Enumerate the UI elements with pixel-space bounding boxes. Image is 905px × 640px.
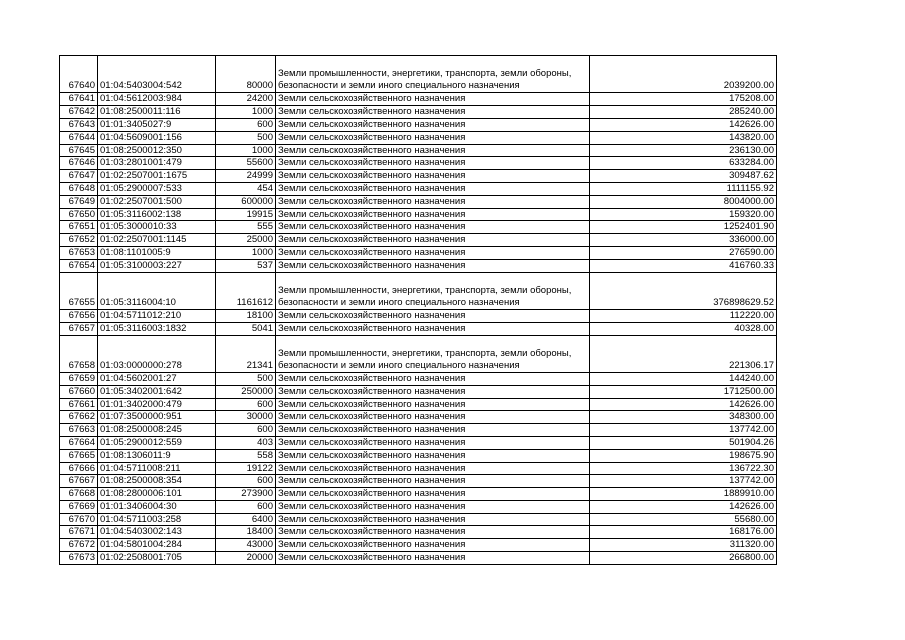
cell-area: 30000 bbox=[216, 411, 276, 424]
cell-area: 24200 bbox=[216, 93, 276, 106]
cell-cadastral-number: 01:04:5711003:258 bbox=[98, 513, 216, 526]
cell-cadastral-number: 01:05:2900012:559 bbox=[98, 436, 216, 449]
cell-area: 600000 bbox=[216, 195, 276, 208]
cell-row-number: 67663 bbox=[60, 424, 98, 437]
cell-row-number: 67667 bbox=[60, 475, 98, 488]
cell-cadastral-value: 236130.00 bbox=[590, 144, 777, 157]
cell-cadastral-value: 276590.00 bbox=[590, 246, 777, 259]
cell-land-category: Земли сельскохозяйственного назначения bbox=[276, 385, 590, 398]
cell-land-category: Земли промышленности, энергетики, транспорта, земли обороны, безопасности и земли иного специального назначения bbox=[276, 56, 590, 93]
cell-cadastral-number: 01:04:5711008:211 bbox=[98, 462, 216, 475]
cell-row-number: 67669 bbox=[60, 500, 98, 513]
cell-land-category: Земли сельскохозяйственного назначения bbox=[276, 322, 590, 335]
cell-cadastral-value: 143820.00 bbox=[590, 131, 777, 144]
cell-land-category: Земли сельскохозяйственного назначения bbox=[276, 411, 590, 424]
cell-land-category: Земли сельскохозяйственного назначения bbox=[276, 106, 590, 119]
cell-cadastral-value: 416760.33 bbox=[590, 259, 777, 272]
table-row bbox=[60, 526, 777, 539]
cell-cadastral-value: 376898629.52 bbox=[590, 272, 777, 309]
cell-cadastral-value: 1712500.00 bbox=[590, 385, 777, 398]
cell-cadastral-number: 01:08:1101005:9 bbox=[98, 246, 216, 259]
table-row bbox=[60, 56, 777, 93]
cell-land-category: Земли сельскохозяйственного назначения bbox=[276, 93, 590, 106]
cell-cadastral-number: 01:05:2900007:533 bbox=[98, 182, 216, 195]
cell-cadastral-value: 348300.00 bbox=[590, 411, 777, 424]
cell-row-number: 67671 bbox=[60, 526, 98, 539]
cell-cadastral-value: 112220.00 bbox=[590, 309, 777, 322]
cell-row-number: 67660 bbox=[60, 385, 98, 398]
cell-area: 600 bbox=[216, 475, 276, 488]
cell-row-number: 67649 bbox=[60, 195, 98, 208]
cell-cadastral-number: 01:02:2507001:500 bbox=[98, 195, 216, 208]
cell-cadastral-value: 311320.00 bbox=[590, 539, 777, 552]
cell-cadastral-number: 01:01:3405027:9 bbox=[98, 118, 216, 131]
cell-cadastral-value: 142626.00 bbox=[590, 118, 777, 131]
cell-cadastral-value: 336000.00 bbox=[590, 234, 777, 247]
cell-land-category: Земли сельскохозяйственного назначения bbox=[276, 552, 590, 565]
cell-area: 1161612 bbox=[216, 272, 276, 309]
cell-row-number: 67650 bbox=[60, 208, 98, 221]
table-row bbox=[60, 131, 777, 144]
cell-row-number: 67662 bbox=[60, 411, 98, 424]
cell-area: 43000 bbox=[216, 539, 276, 552]
cell-land-category: Земли сельскохозяйственного назначения bbox=[276, 424, 590, 437]
cell-row-number: 67670 bbox=[60, 513, 98, 526]
cell-cadastral-number: 01:05:3000010:33 bbox=[98, 221, 216, 234]
cell-cadastral-value: 501904.26 bbox=[590, 436, 777, 449]
cell-area: 1000 bbox=[216, 144, 276, 157]
cell-row-number: 67656 bbox=[60, 309, 98, 322]
cell-land-category: Земли сельскохозяйственного назначения bbox=[276, 488, 590, 501]
cell-cadastral-number: 01:01:3406004:30 bbox=[98, 500, 216, 513]
cell-cadastral-number: 01:05:3402001:642 bbox=[98, 385, 216, 398]
cell-area: 19122 bbox=[216, 462, 276, 475]
cell-cadastral-number: 01:02:2507001:1145 bbox=[98, 234, 216, 247]
cell-cadastral-value: 175208.00 bbox=[590, 93, 777, 106]
cell-area: 21341 bbox=[216, 335, 276, 372]
cell-land-category: Земли сельскохозяйственного назначения bbox=[276, 309, 590, 322]
cell-row-number: 67657 bbox=[60, 322, 98, 335]
cell-row-number: 67644 bbox=[60, 131, 98, 144]
table-row bbox=[60, 170, 777, 183]
cell-cadastral-number: 01:05:3100003:227 bbox=[98, 259, 216, 272]
land-parcel-table bbox=[59, 55, 777, 565]
cell-row-number: 67641 bbox=[60, 93, 98, 106]
cell-cadastral-value: 633284.00 bbox=[590, 157, 777, 170]
cell-row-number: 67658 bbox=[60, 335, 98, 372]
cell-land-category: Земли сельскохозяйственного назначения bbox=[276, 234, 590, 247]
table-row bbox=[60, 552, 777, 565]
cell-area: 500 bbox=[216, 372, 276, 385]
cell-land-category: Земли сельскохозяйственного назначения bbox=[276, 118, 590, 131]
cell-row-number: 67654 bbox=[60, 259, 98, 272]
cell-area: 600 bbox=[216, 118, 276, 131]
cell-land-category: Земли сельскохозяйственного назначения bbox=[276, 436, 590, 449]
cell-cadastral-number: 01:08:2500011:116 bbox=[98, 106, 216, 119]
cell-cadastral-value: 168176.00 bbox=[590, 526, 777, 539]
table-row bbox=[60, 488, 777, 501]
cell-cadastral-number: 01:08:2500008:354 bbox=[98, 475, 216, 488]
cell-area: 558 bbox=[216, 449, 276, 462]
table-row bbox=[60, 500, 777, 513]
table-row bbox=[60, 513, 777, 526]
cell-row-number: 67642 bbox=[60, 106, 98, 119]
cell-area: 600 bbox=[216, 424, 276, 437]
table-row bbox=[60, 462, 777, 475]
cell-area: 19915 bbox=[216, 208, 276, 221]
cell-land-category: Земли сельскохозяйственного назначения bbox=[276, 259, 590, 272]
table-row bbox=[60, 195, 777, 208]
cell-area: 273900 bbox=[216, 488, 276, 501]
table-row bbox=[60, 106, 777, 119]
cell-cadastral-value: 144240.00 bbox=[590, 372, 777, 385]
cell-land-category: Земли сельскохозяйственного назначения bbox=[276, 398, 590, 411]
cell-cadastral-number: 01:08:2500008:245 bbox=[98, 424, 216, 437]
cell-cadastral-value: 285240.00 bbox=[590, 106, 777, 119]
cell-row-number: 67673 bbox=[60, 552, 98, 565]
cell-area: 25000 bbox=[216, 234, 276, 247]
cell-row-number: 67659 bbox=[60, 372, 98, 385]
cell-cadastral-number: 01:05:3116004:10 bbox=[98, 272, 216, 309]
table-row bbox=[60, 398, 777, 411]
cell-cadastral-value: 55680.00 bbox=[590, 513, 777, 526]
cell-land-category: Земли сельскохозяйственного назначения bbox=[276, 221, 590, 234]
cell-row-number: 67666 bbox=[60, 462, 98, 475]
table-row bbox=[60, 424, 777, 437]
cell-cadastral-number: 01:04:5612003:984 bbox=[98, 93, 216, 106]
cell-land-category: Земли сельскохозяйственного назначения bbox=[276, 500, 590, 513]
cell-cadastral-value: 137742.00 bbox=[590, 424, 777, 437]
cell-cadastral-number: 01:04:5602001:27 bbox=[98, 372, 216, 385]
cell-row-number: 67664 bbox=[60, 436, 98, 449]
cell-row-number: 67651 bbox=[60, 221, 98, 234]
cell-cadastral-number: 01:08:2800006:101 bbox=[98, 488, 216, 501]
cell-area: 500 bbox=[216, 131, 276, 144]
cell-cadastral-number: 01:01:3402000:479 bbox=[98, 398, 216, 411]
table-row bbox=[60, 246, 777, 259]
table-row bbox=[60, 118, 777, 131]
table-row bbox=[60, 449, 777, 462]
table-row bbox=[60, 182, 777, 195]
cell-cadastral-value: 40328.00 bbox=[590, 322, 777, 335]
cell-cadastral-number: 01:05:3116003:1832 bbox=[98, 322, 216, 335]
cell-land-category: Земли сельскохозяйственного назначения bbox=[276, 195, 590, 208]
cell-row-number: 67653 bbox=[60, 246, 98, 259]
table-row bbox=[60, 385, 777, 398]
cell-row-number: 67646 bbox=[60, 157, 98, 170]
cell-cadastral-number: 01:07:3500000:951 bbox=[98, 411, 216, 424]
cell-area: 600 bbox=[216, 500, 276, 513]
cell-area: 18100 bbox=[216, 309, 276, 322]
cell-cadastral-number: 01:08:2500012:350 bbox=[98, 144, 216, 157]
cell-cadastral-value: 266800.00 bbox=[590, 552, 777, 565]
table-row bbox=[60, 372, 777, 385]
cell-area: 555 bbox=[216, 221, 276, 234]
cell-cadastral-value: 142626.00 bbox=[590, 500, 777, 513]
cell-land-category: Земли промышленности, энергетики, транспорта, земли обороны, безопасности и земли иного специального назначения bbox=[276, 335, 590, 372]
cell-row-number: 67648 bbox=[60, 182, 98, 195]
cell-cadastral-number: 01:04:5711012:210 bbox=[98, 309, 216, 322]
cell-cadastral-value: 2039200.00 bbox=[590, 56, 777, 93]
table-row bbox=[60, 539, 777, 552]
cell-cadastral-value: 1252401.90 bbox=[590, 221, 777, 234]
cell-cadastral-value: 1889910.00 bbox=[590, 488, 777, 501]
cell-land-category: Земли сельскохозяйственного назначения bbox=[276, 372, 590, 385]
cell-area: 600 bbox=[216, 398, 276, 411]
table-row bbox=[60, 208, 777, 221]
table-row bbox=[60, 309, 777, 322]
cell-cadastral-value: 137742.00 bbox=[590, 475, 777, 488]
cell-cadastral-value: 1111155.92 bbox=[590, 182, 777, 195]
cell-area: 250000 bbox=[216, 385, 276, 398]
cell-area: 1000 bbox=[216, 106, 276, 119]
cell-area: 1000 bbox=[216, 246, 276, 259]
cell-row-number: 67668 bbox=[60, 488, 98, 501]
cell-area: 24999 bbox=[216, 170, 276, 183]
cell-cadastral-value: 136722.30 bbox=[590, 462, 777, 475]
table-row bbox=[60, 272, 777, 309]
cell-row-number: 67655 bbox=[60, 272, 98, 309]
cell-cadastral-value: 309487.62 bbox=[590, 170, 777, 183]
table-row bbox=[60, 411, 777, 424]
cell-land-category: Земли сельскохозяйственного назначения bbox=[276, 539, 590, 552]
table-row bbox=[60, 475, 777, 488]
cell-row-number: 67672 bbox=[60, 539, 98, 552]
cell-land-category: Земли сельскохозяйственного назначения bbox=[276, 144, 590, 157]
cell-cadastral-number: 01:03:2801001:479 bbox=[98, 157, 216, 170]
cell-cadastral-number: 01:04:5403004:542 bbox=[98, 56, 216, 93]
cell-area: 403 bbox=[216, 436, 276, 449]
cell-land-category: Земли сельскохозяйственного назначения bbox=[276, 475, 590, 488]
cell-cadastral-value: 221306.17 bbox=[590, 335, 777, 372]
table-row bbox=[60, 436, 777, 449]
cell-cadastral-value: 8004000.00 bbox=[590, 195, 777, 208]
cell-cadastral-number: 01:04:5801004:284 bbox=[98, 539, 216, 552]
cell-cadastral-number: 01:03:0000000:278 bbox=[98, 335, 216, 372]
cell-cadastral-value: 198675.90 bbox=[590, 449, 777, 462]
cell-cadastral-number: 01:05:3116002:138 bbox=[98, 208, 216, 221]
cell-land-category: Земли промышленности, энергетики, транспорта, земли обороны, безопасности и земли иного специального назначения bbox=[276, 272, 590, 309]
table-row bbox=[60, 157, 777, 170]
cell-cadastral-number: 01:08:1306011:9 bbox=[98, 449, 216, 462]
cell-cadastral-number: 01:04:5609001:156 bbox=[98, 131, 216, 144]
cell-land-category: Земли сельскохозяйственного назначения bbox=[276, 513, 590, 526]
cell-land-category: Земли сельскохозяйственного назначения bbox=[276, 246, 590, 259]
table-body bbox=[60, 56, 777, 565]
table-row bbox=[60, 335, 777, 372]
cell-row-number: 67645 bbox=[60, 144, 98, 157]
table-row bbox=[60, 93, 777, 106]
table-row bbox=[60, 144, 777, 157]
table-row bbox=[60, 234, 777, 247]
cell-area: 20000 bbox=[216, 552, 276, 565]
table-row bbox=[60, 259, 777, 272]
cell-land-category: Земли сельскохозяйственного назначения bbox=[276, 131, 590, 144]
cell-area: 18400 bbox=[216, 526, 276, 539]
cell-area: 55600 bbox=[216, 157, 276, 170]
cell-area: 80000 bbox=[216, 56, 276, 93]
table-row bbox=[60, 322, 777, 335]
cell-land-category: Земли сельскохозяйственного назначения bbox=[276, 462, 590, 475]
cell-area: 454 bbox=[216, 182, 276, 195]
cell-cadastral-number: 01:02:2508001:705 bbox=[98, 552, 216, 565]
cell-row-number: 67647 bbox=[60, 170, 98, 183]
cell-land-category: Земли сельскохозяйственного назначения bbox=[276, 208, 590, 221]
cell-row-number: 67640 bbox=[60, 56, 98, 93]
cell-row-number: 67665 bbox=[60, 449, 98, 462]
cell-land-category: Земли сельскохозяйственного назначения bbox=[276, 157, 590, 170]
cell-cadastral-value: 142626.00 bbox=[590, 398, 777, 411]
cell-land-category: Земли сельскохозяйственного назначения bbox=[276, 182, 590, 195]
table-row bbox=[60, 221, 777, 234]
cell-cadastral-number: 01:04:5403002:143 bbox=[98, 526, 216, 539]
cell-area: 537 bbox=[216, 259, 276, 272]
cell-land-category: Земли сельскохозяйственного назначения bbox=[276, 170, 590, 183]
cell-row-number: 67643 bbox=[60, 118, 98, 131]
cell-land-category: Земли сельскохозяйственного назначения bbox=[276, 526, 590, 539]
cell-land-category: Земли сельскохозяйственного назначения bbox=[276, 449, 590, 462]
cell-cadastral-value: 159320.00 bbox=[590, 208, 777, 221]
cell-cadastral-number: 01:02:2507001:1675 bbox=[98, 170, 216, 183]
cell-row-number: 67661 bbox=[60, 398, 98, 411]
cell-area: 5041 bbox=[216, 322, 276, 335]
cell-area: 6400 bbox=[216, 513, 276, 526]
cell-row-number: 67652 bbox=[60, 234, 98, 247]
